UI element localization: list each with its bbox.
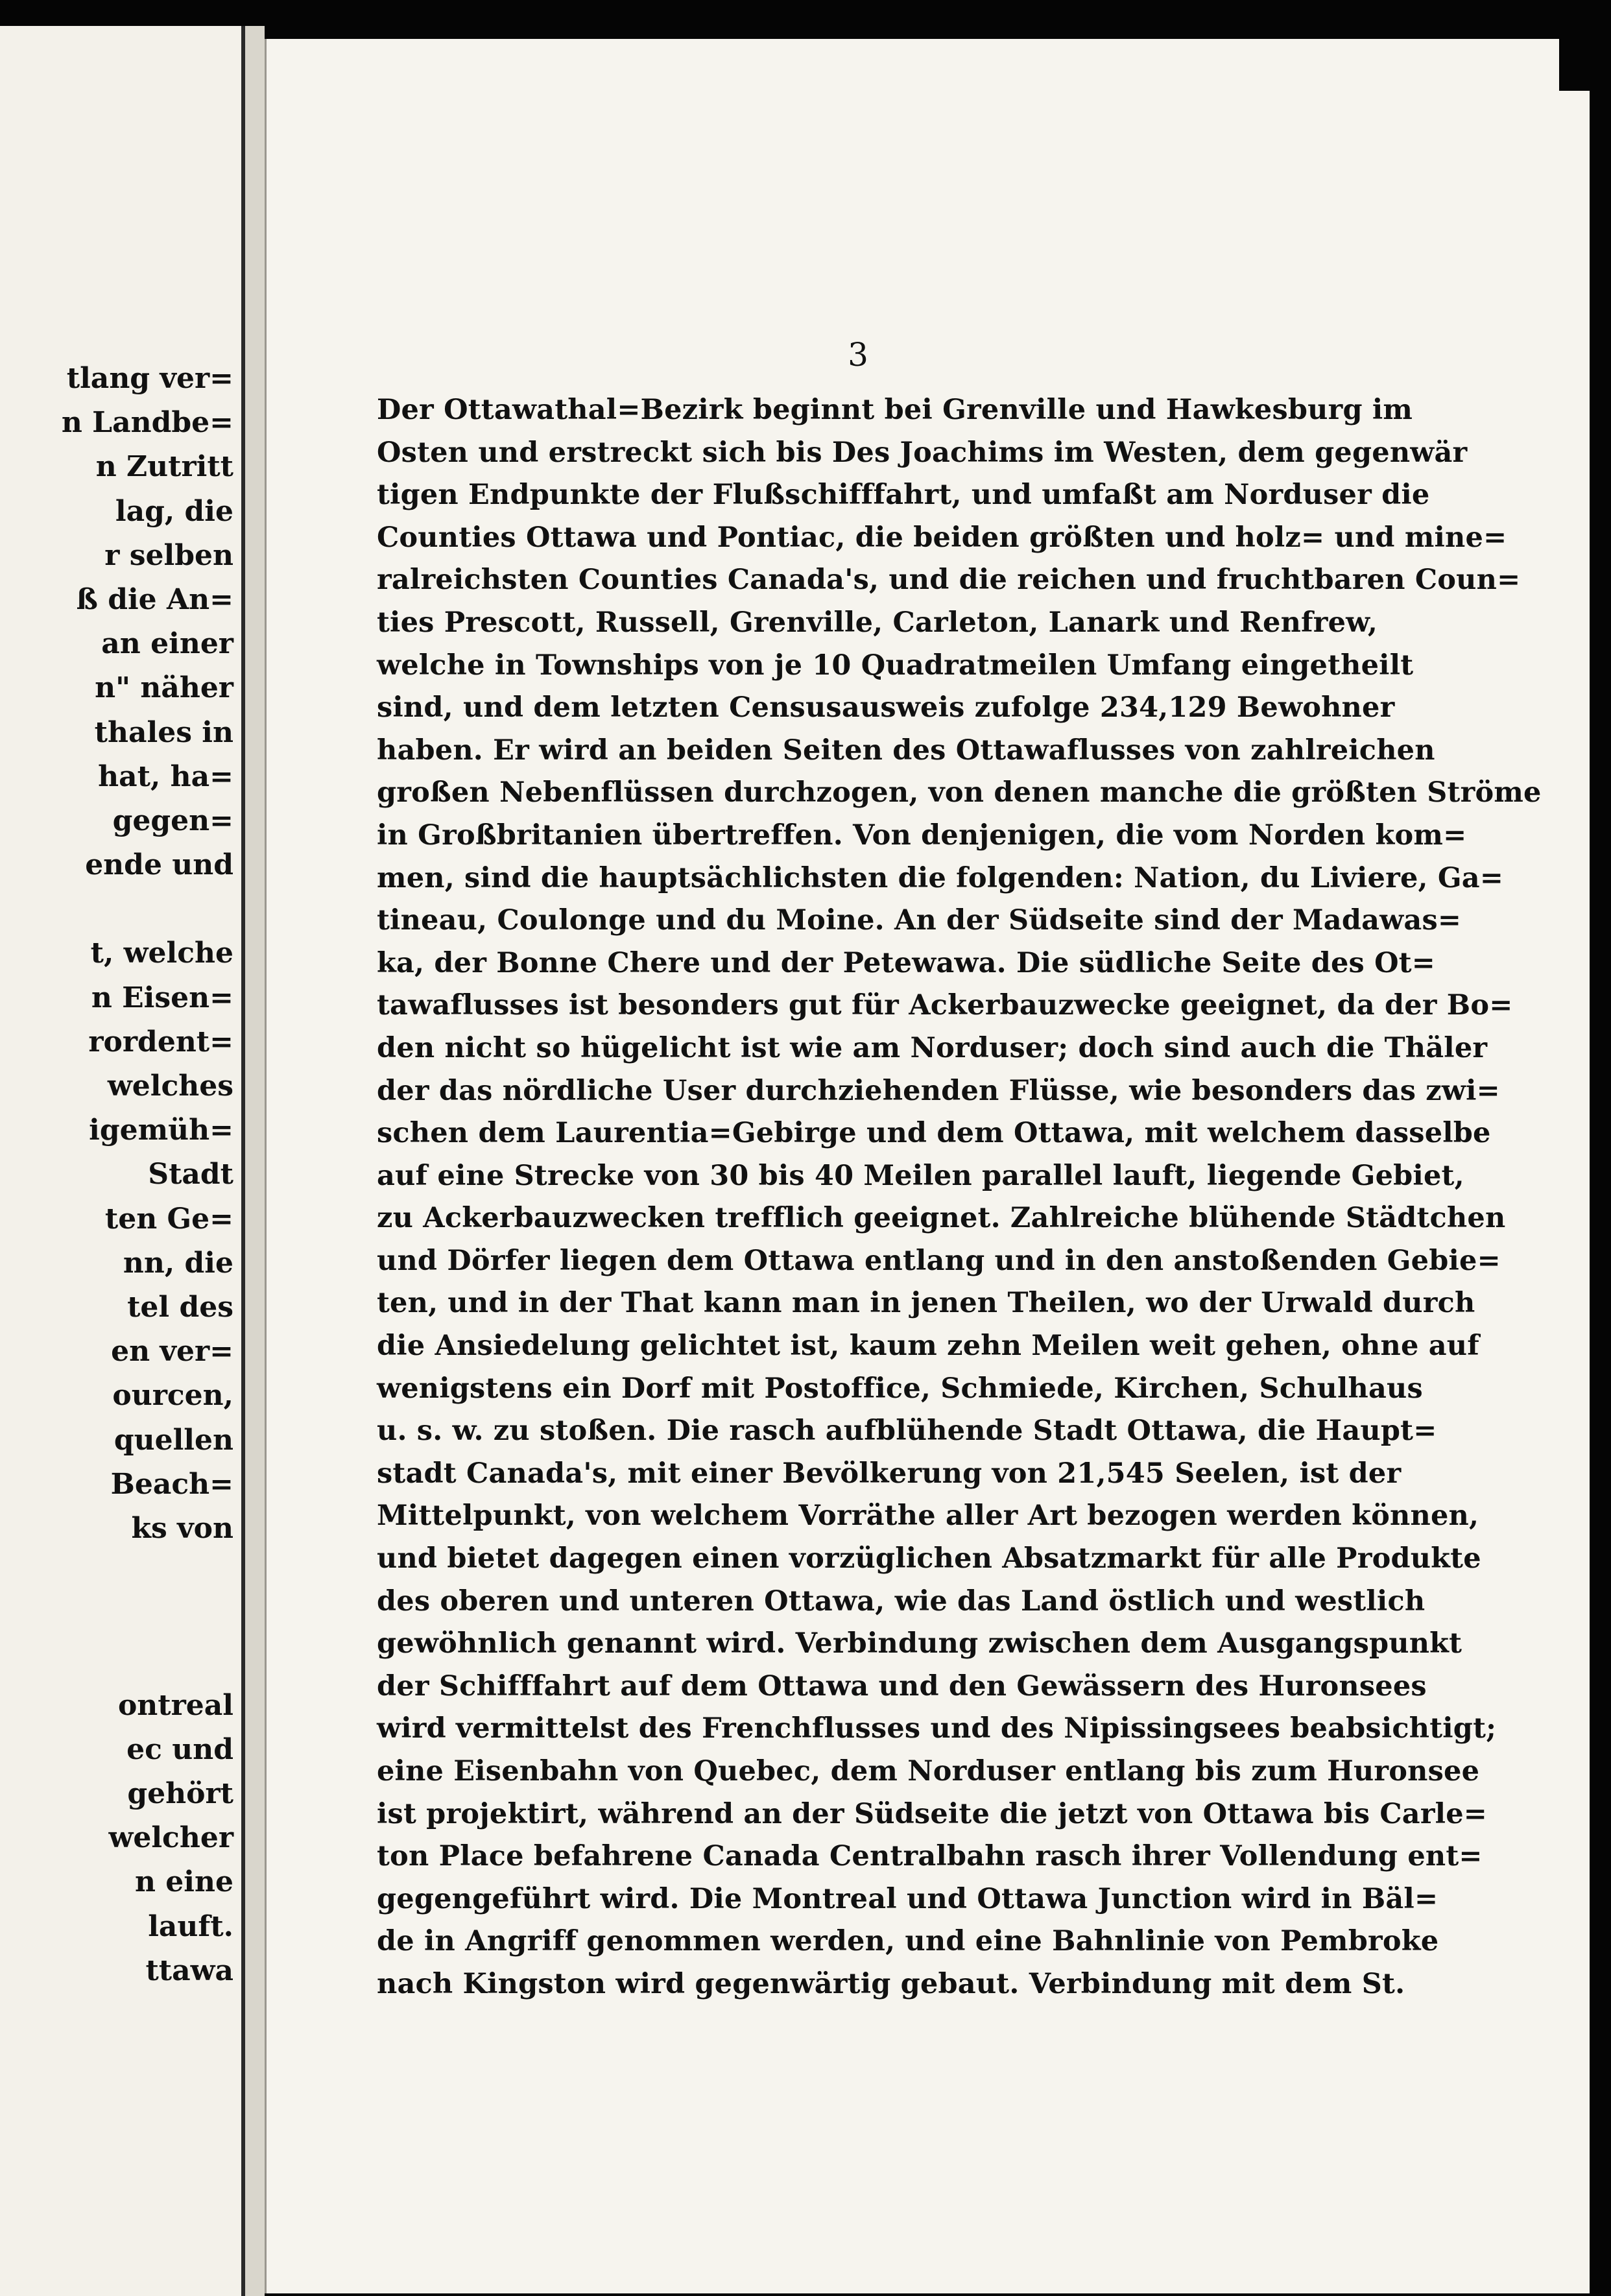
text-line: u. s. w. zu stoßen. Die rasch aufblühende Stadt Ottawa, die Haupt= (377, 1415, 1437, 1448)
left-text-fragment (0, 1639, 241, 1683)
text-line: in Großbritanien übertreffen. Von denjenigen, die vom Norden kom= (377, 819, 1467, 852)
left-text-fragment: ttawa (145, 1954, 233, 1987)
text-line: eine Eisenbahn von Quebec, dem Norduser entlang bis zum Huronsee (377, 1755, 1480, 1788)
left-text-fragment (0, 887, 241, 931)
text-line: stadt Canada's, mit einer Bevölkerung von 21,545 Seelen, ist der (377, 1457, 1402, 1490)
left-page (0, 26, 245, 2296)
left-text-fragment: ourcen, (112, 1379, 233, 1413)
text-line: Counties Ottawa und Pontiac, die beiden größten und holz= und mine= (377, 521, 1507, 554)
left-text-fragment: ende und (85, 848, 233, 882)
left-text-fragment: gegen= (112, 804, 233, 837)
left-text-fragment: lag, die (115, 494, 233, 528)
text-line: ties Prescott, Russell, Grenville, Carleton, Lanark und Renfrew, (377, 606, 1378, 639)
text-line: zu Ackerbauzwecken trefflich geeignet. Zahlreiche blühende Städtchen (377, 1202, 1506, 1235)
left-text-fragment: r selben (104, 538, 233, 572)
text-line: die Ansiedelung gelichtet ist, kaum zehn Meilen weit gehen, ohne auf (377, 1330, 1479, 1363)
body-text (377, 389, 1542, 2006)
left-text-fragment: n Landbe= (61, 406, 233, 440)
text-line: Mittelpunkt, von welchem Vorräthe aller Art bezogen werden können, (377, 1500, 1479, 1533)
left-text-fragment: an einer (101, 627, 233, 661)
text-line: ton Place befahrene Canada Centralbahn rasch ihrer Vollendung ent= (377, 1840, 1483, 1873)
left-text-fragment: rordent= (88, 1025, 233, 1058)
left-text-fragment: quellen (113, 1423, 233, 1457)
text-line: ralreichsten Counties Canada's, und die reichen und fruchtbaren Coun= (377, 564, 1521, 597)
text-line: wird vermittelst des Frenchflusses und des Nipissingsees beabsichtigt; (377, 1712, 1497, 1745)
text-line: der das nördliche User durchziehenden Flüsse, wie besonders das zwi= (377, 1074, 1500, 1107)
text-line: gegengeführt wird. Die Montreal und Ottawa Junction wird in Bäl= (377, 1882, 1438, 1915)
left-text-fragment: ks von (131, 1511, 233, 1545)
text-line: men, sind die hauptsächlichsten die folgenden: Nation, du Liviere, Ga= (377, 861, 1504, 894)
text-line: wenigstens ein Dorf mit Postoffice, Schmiede, Kirchen, Schulhaus (377, 1372, 1423, 1405)
text-line: und Dörfer liegen dem Ottawa entlang und in den anstoßenden Gebie= (377, 1244, 1501, 1277)
left-text-fragment: tel des (127, 1290, 233, 1324)
text-line: ten, und in der That kann man in jenen Theilen, wo der Urwald durch (377, 1287, 1475, 1320)
left-page-text-fragments (0, 357, 241, 1993)
text-line: nach Kingston wird gegenwärtig gebaut. Verbindung mit dem St. (377, 1967, 1405, 2000)
text-line: ist projektirt, während an der Südseite die jetzt von Ottawa bis Carle= (377, 1797, 1488, 1830)
left-text-fragment: n" näher (95, 671, 233, 705)
left-text-fragment: thales in (94, 715, 233, 749)
text-line: ka, der Bonne Chere und der Petewawa. Die südliche Seite des Ot= (377, 946, 1436, 979)
text-line: der Schifffahrt auf dem Ottawa und den Gewässern des Huronsees (377, 1669, 1427, 1703)
left-text-fragment: igemüh= (89, 1114, 233, 1147)
left-text-fragment: n Zutritt (95, 450, 233, 484)
left-text-fragment: ontreal (117, 1688, 233, 1722)
text-line: Osten und erstreckt sich bis Des Joachims im Westen, dem gegenwär (377, 436, 1468, 469)
left-text-fragment: nn, die (123, 1246, 233, 1280)
left-text-fragment: welches (107, 1070, 233, 1103)
text-line: des oberen und unteren Ottawa, wie das Land östlich und westlich (377, 1584, 1426, 1618)
text-line: de in Angriff genommen werden, und eine Bahnlinie von Pembroke (377, 1925, 1439, 1958)
right-page (265, 39, 1590, 2293)
text-line: und bietet dagegen einen vorzüglichen Absatzmarkt für alle Produkte (377, 1542, 1481, 1575)
text-line: haben. Er wird an beiden Seiten des Ottawaflusses von zahlreichen (377, 734, 1435, 767)
text-line: welche in Townships von je 10 Quadratmeilen Umfang eingetheilt (377, 649, 1414, 682)
left-text-fragment: Stadt (148, 1158, 233, 1191)
left-text-fragment: n Eisen= (91, 981, 233, 1014)
left-text-fragment: hat, ha= (98, 759, 233, 793)
left-text-fragment: t, welche (90, 937, 233, 970)
left-text-fragment: en ver= (111, 1335, 233, 1369)
text-line: schen dem Laurentia=Gebirge und dem Ottawa, mit welchem dasselbe (377, 1117, 1491, 1150)
text-line: den nicht so hügelicht ist wie am Norduser; doch sind auch die Thäler (377, 1031, 1488, 1064)
text-line: tineau, Coulonge und du Moine. An der Südseite sind der Madawas= (377, 904, 1462, 937)
left-text-fragment: lauft. (148, 1909, 233, 1943)
left-text-fragment: tlang ver= (66, 362, 233, 395)
page-corner-shadow (1559, 0, 1611, 91)
left-text-fragment: n eine (134, 1865, 233, 1899)
left-text-fragment (0, 1551, 241, 1595)
text-line: großen Nebenflüssen durchzogen, von denen manche die größten Ströme (377, 776, 1542, 809)
text-line: tawaflusses ist besonders gut für Ackerbauzwecke geeignet, da der Bo= (377, 989, 1513, 1022)
text-line: sind, und dem letzten Censusausweis zufolge 234,129 Bewohner (377, 691, 1395, 724)
page-number: 3 (848, 336, 868, 374)
text-line: auf eine Strecke von 30 bis 40 Meilen parallel lauft, liegende Gebiet, (377, 1159, 1464, 1192)
left-text-fragment: ten Ge= (104, 1202, 233, 1236)
text-line: Der Ottawathal=Bezirk beginnt bei Grenville und Hawkesburg im (377, 394, 1413, 426)
book-gutter (245, 26, 265, 2296)
left-text-fragment: welcher (108, 1821, 233, 1855)
left-text-fragment: Beach= (110, 1467, 233, 1501)
text-line: gewöhnlich genannt wird. Verbindung zwischen dem Ausgangspunkt (377, 1627, 1462, 1660)
text-line: tigen Endpunkte der Flußschifffahrt, und umfaßt am Norduser die (377, 479, 1430, 512)
left-text-fragment: ec und (126, 1732, 233, 1766)
left-text-fragment (0, 1595, 241, 1639)
left-text-fragment: ß die An= (76, 582, 233, 616)
left-text-fragment: gehört (127, 1777, 233, 1810)
